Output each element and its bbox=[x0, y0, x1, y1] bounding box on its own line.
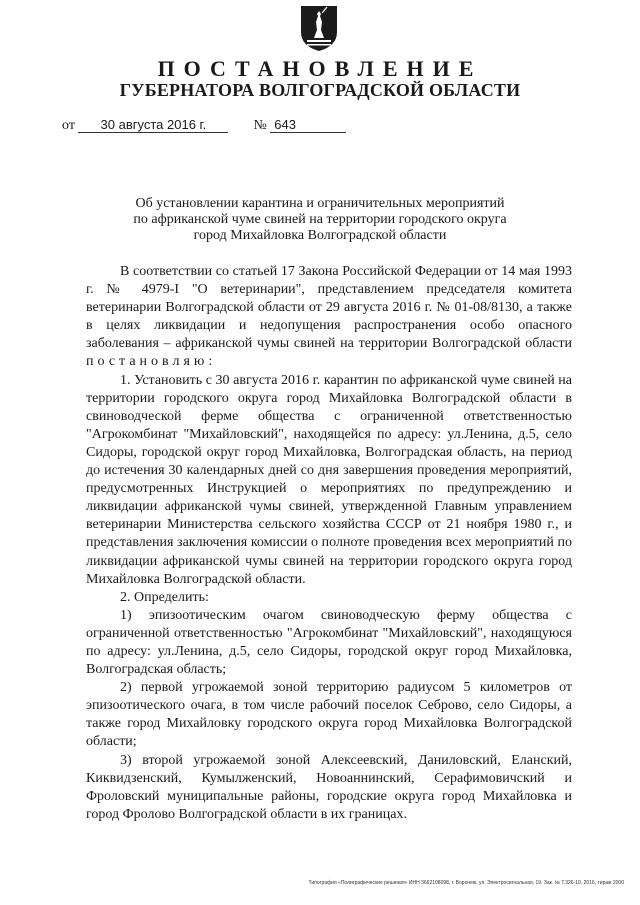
number-label: № bbox=[253, 118, 267, 133]
coat-of-arms-icon bbox=[299, 4, 339, 52]
decree-number: 643 bbox=[270, 117, 346, 133]
subject-line-2: по африканской чуме свиней на территории городского округа bbox=[133, 212, 507, 227]
paragraph-item-2-3: 3) второй угрожаемой зоной Алексеевский, Даниловский, Еланский, Киквидзенский, Кумылженский, Новоаннинский, Серафимовичский и Фроловский муниципальные районы, городские округа город Михайловка и город Фролово Волгоградской области в их границах. bbox=[86, 752, 572, 822]
paragraph-item-2-2: 2) первой угрожаемой зоной территорию радиусом 5 километров от эпизоотического очага, в том числе рабочий поселок Себрово, село Сидоры, а также город Михайловку городского округа город Михайловка Волгоградской области; bbox=[86, 680, 572, 750]
preamble-text: В соответствии со статьей 17 Закона Российской Федерации от 14 мая 1993 г. № 4979-I "О ветеринарии", представлением председателя комитета ветеринарии Волгоградской области от 29 августа 2016 г. № 01-08/8130, а также в целях ликвидации и недопущения распространения особо опасного заболевания – африканской чумы свиней на территории Волгоградской области bbox=[86, 264, 572, 352]
decree-word: постановляю: bbox=[86, 354, 217, 370]
paragraph-item-2: 2. Определить: bbox=[120, 589, 209, 605]
document-subtitle: ГУБЕРНАТОРА ВОЛГОГРАДСКОЙ ОБЛАСТИ bbox=[119, 80, 521, 100]
date-line bbox=[62, 117, 346, 134]
paragraph-item-2-1: 1) эпизоотическим очагом свиноводческую ферму общества с ограниченной ответственностью "Агрокомбинат "Михайловский", находящуюся по адресу: ул.Ленина, д.5, село Сидоры, городской округ город Михайловка, Волгоградская область; bbox=[86, 607, 572, 678]
subject-line-3: город Михайловка Волгоградской области bbox=[193, 228, 447, 243]
document-body bbox=[86, 263, 572, 824]
printer-imprint: Типография «Полиграфические решения» ИНН 3662108098, г. Воронеж, ул. Электросигнальная, 19. Зак. № Т.326-10, 2016, тираж 2000 bbox=[308, 880, 624, 886]
document-title: ПОСТАНОВЛЕНИЕ bbox=[157, 56, 483, 81]
paragraph-item-1: 1. Установить с 30 августа 2016 г. карантин по африканской чуме свиней на территории городского округа город Михайловка Волгоградской области в свиноводческой ферме общества с ограниченной ответственностью "Агрокомбинат "Михайловский", находящейся по адресу: ул.Ленина, д.5, село Сидоры, городской округ город Михайловка, Волгоградская область, на период до истечения 30 календарных дней со дня завершения проведения мероприятий, предусмотренных Инструкцией о мероприятиях по предупреждению и ликвидации африканской чумы свиней, утвержденной Главным управлением ветеринарии Министерства сельского хозяйства СССР от 21 ноября 1980 г., и представления заключения комиссии о полноте проведения всех мероприятий по ликвидации африканской чумы свиней на территории городского округа город Михайловка Волгоградской области. bbox=[86, 372, 572, 587]
subject-line-1: Об установлении карантина и ограничительных мероприятий bbox=[135, 196, 505, 211]
decree-date: 30 августа 2016 г. bbox=[78, 117, 228, 133]
document-subject bbox=[88, 196, 552, 244]
preamble-paragraph bbox=[86, 263, 572, 372]
date-from-label: от bbox=[62, 118, 75, 133]
